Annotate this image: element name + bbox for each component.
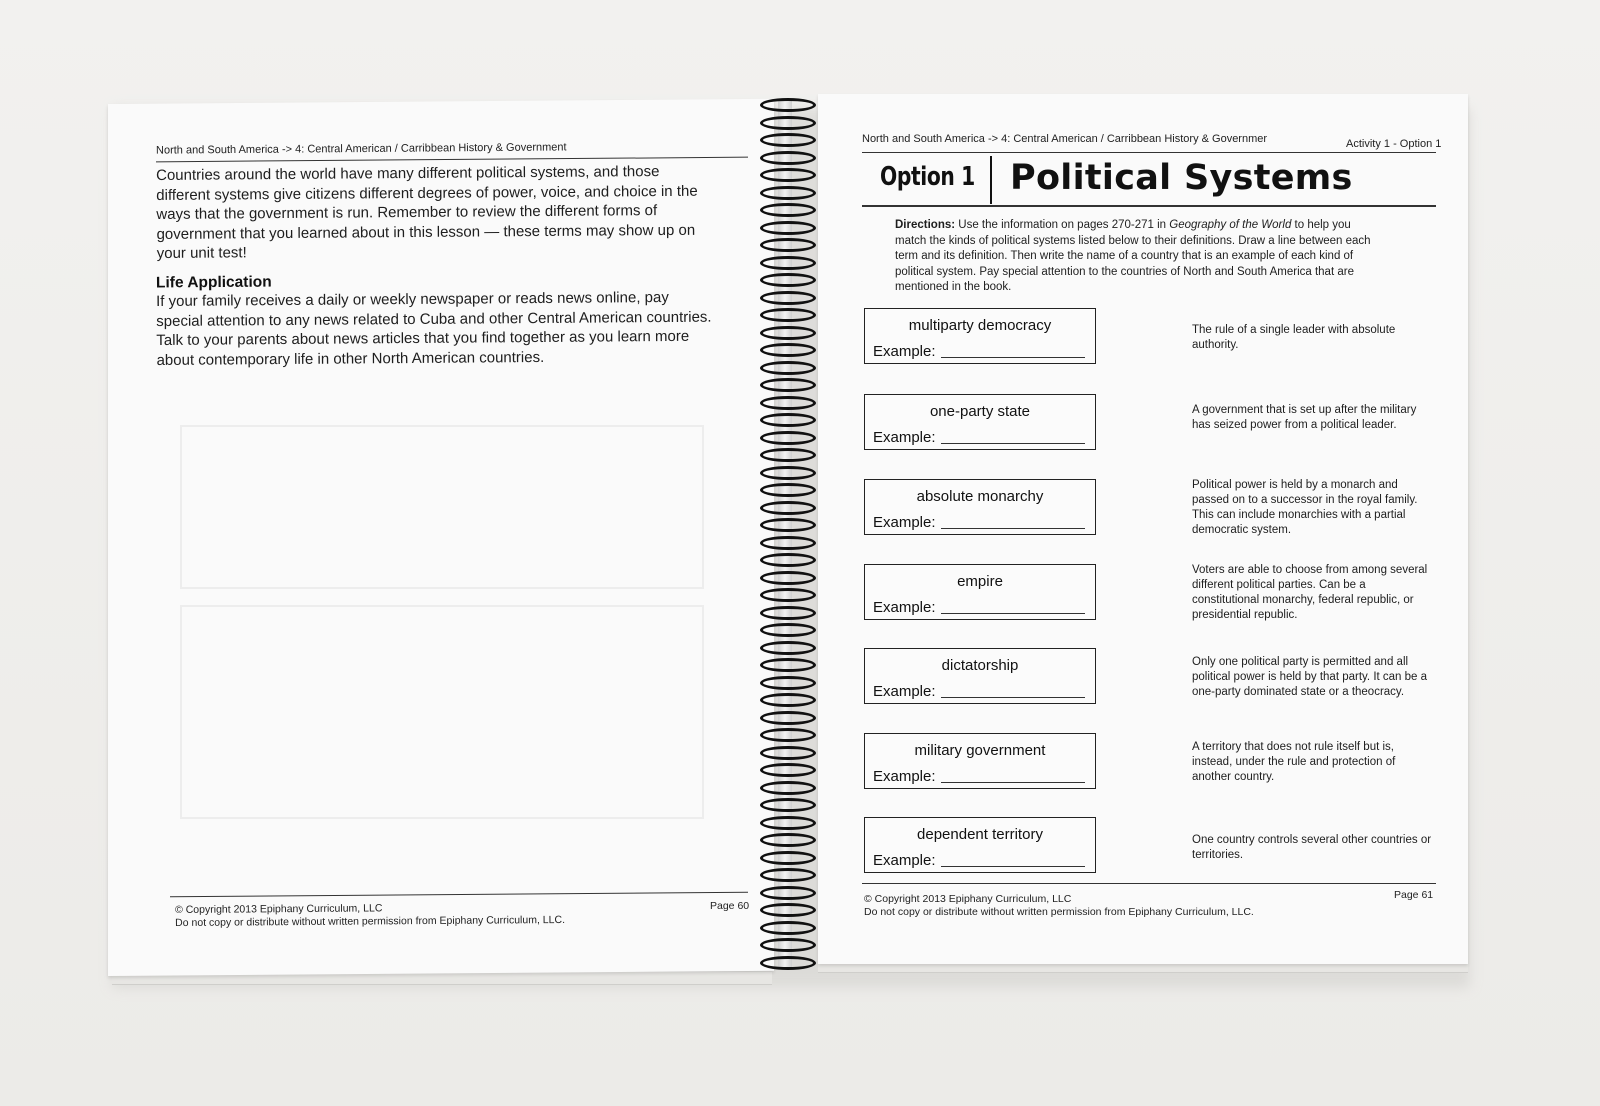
text-line: Countries around the world have many different political systems, and those xyxy=(156,163,660,184)
binding-coil xyxy=(760,186,816,200)
binding-coil xyxy=(760,571,816,585)
right-page-header: North and South America -> 4: Central American / Carribbean History & Governmer xyxy=(862,133,1268,145)
term-box-one-party-state xyxy=(864,394,1096,450)
binding-coil xyxy=(760,886,816,900)
term-label: dependent territory xyxy=(917,826,1043,843)
definition: A government that is set up after the military has seized power from a political leader. xyxy=(1192,404,1417,431)
copyright-text: © Copyright 2013 Epiphany Curriculum, LLC xyxy=(864,893,1072,905)
binding-coil xyxy=(760,221,816,235)
binding-coil xyxy=(760,903,816,917)
bleed-through-box xyxy=(180,425,704,589)
term-label: empire xyxy=(957,573,1003,590)
copyright-text: © Copyright 2013 Epiphany Curriculum, LLC xyxy=(175,902,383,916)
binding-coil xyxy=(760,431,816,445)
binding-coil xyxy=(760,326,816,340)
binding-coil xyxy=(760,588,816,602)
binding-coil xyxy=(760,938,816,952)
binding-coil xyxy=(760,606,816,620)
text-line: ways that the government is run. Remember to review the different forms of xyxy=(156,202,658,223)
binding-coil xyxy=(760,413,816,427)
term-box-absolute-monarchy xyxy=(864,479,1096,535)
binding-coil xyxy=(760,238,816,252)
left-page-header: North and South America -> 4: Central American / Carribbean History & Government xyxy=(155,141,567,157)
left-paragraph-2 xyxy=(156,287,757,370)
binding-coil xyxy=(760,378,816,392)
binding-coil xyxy=(760,763,816,777)
binding-coil xyxy=(760,308,816,322)
term-box-multiparty-democracy xyxy=(864,308,1096,364)
binding-coil xyxy=(760,203,816,217)
binding-coil xyxy=(760,448,816,462)
copyright-notice: Do not copy or distribute without written permission from Epiphany Curriculum, LLC. xyxy=(864,906,1254,918)
definition: Only one political party is permitted and all political power is held by that party. It can be a one-party dominated state or a theocracy. xyxy=(1192,656,1428,698)
example-answer-line[interactable] xyxy=(941,782,1085,783)
binding-coil xyxy=(760,168,816,182)
binding-coil xyxy=(760,361,816,375)
definition: One country controls several other countries or territories. xyxy=(1192,834,1432,861)
directions xyxy=(895,218,1385,296)
example-label: Example: xyxy=(873,514,936,531)
binding-coil xyxy=(760,256,816,270)
example-label: Example: xyxy=(873,599,936,616)
example-answer-line[interactable] xyxy=(941,613,1085,614)
binding-coil xyxy=(760,921,816,935)
definition: Political power is held by a monarch and passed on to a successor in the royal family. This can include monarchies with a partial democratic system. xyxy=(1192,479,1418,536)
text-line: government that you learned about in this lesson — these terms may show up on xyxy=(156,221,696,243)
binding-coil xyxy=(760,116,816,130)
right-page-number: Page 61 xyxy=(1394,889,1434,901)
right-footer-rule xyxy=(862,883,1436,884)
text-line: If your family receives a daily or weekly newspaper or reads news online, pay xyxy=(156,288,669,310)
example-answer-line[interactable] xyxy=(941,866,1085,867)
binding-coil xyxy=(760,816,816,830)
binding-coil xyxy=(760,746,816,760)
example-label: Example: xyxy=(873,683,936,700)
binding-coil xyxy=(760,151,816,165)
binding-coil xyxy=(760,343,816,357)
left-paragraph-1 xyxy=(156,161,757,263)
term-box-empire xyxy=(864,564,1096,620)
spiral-binding xyxy=(760,96,820,976)
binding-coil xyxy=(760,553,816,567)
term-label: dictatorship xyxy=(941,657,1019,674)
book-title: Geography of the World xyxy=(1169,219,1292,231)
text-line: special attention to any news related to Cuba and other Central American countries. xyxy=(156,308,712,330)
binding-coil xyxy=(760,483,816,497)
left-page-number: Page 60 xyxy=(710,900,750,912)
binding-coil xyxy=(760,291,816,305)
right-header-rule xyxy=(862,152,1436,153)
binding-coil xyxy=(760,501,816,515)
example-label: Example: xyxy=(873,343,936,360)
binding-coil xyxy=(760,851,816,865)
binding-coil xyxy=(760,133,816,147)
bleed-through-box xyxy=(180,605,704,819)
binding-coil xyxy=(760,676,816,690)
binding-coil xyxy=(760,273,816,287)
term-box-dependent-territory xyxy=(864,817,1096,873)
binding-coil xyxy=(760,98,816,112)
definition: The rule of a single leader with absolute authority. xyxy=(1192,324,1396,351)
text-line: about contemporary life in other North American countries. xyxy=(156,348,545,369)
binding-coil xyxy=(760,396,816,410)
life-application-heading: Life Application xyxy=(155,273,272,292)
example-label: Example: xyxy=(873,768,936,785)
binding-coil xyxy=(760,728,816,742)
term-box-military-government xyxy=(864,733,1096,789)
term-label: multiparty democracy xyxy=(908,317,1052,334)
example-answer-line[interactable] xyxy=(941,528,1085,529)
directions-label: Directions: xyxy=(895,219,956,231)
binding-coil xyxy=(760,466,816,480)
example-label: Example: xyxy=(873,429,936,446)
term-box-dictatorship xyxy=(864,648,1096,704)
binding-coil xyxy=(760,693,816,707)
term-label: one-party state xyxy=(929,403,1031,420)
binding-coil xyxy=(760,536,816,550)
right-footer xyxy=(864,893,1254,919)
definition: Voters are able to choose from among several different political parties. Can be a constitutional monarchy, federal republic, or presidential republic. xyxy=(1192,564,1428,621)
title-rule xyxy=(862,205,1436,207)
binding-coil xyxy=(760,711,816,725)
left-footer xyxy=(175,901,565,930)
example-answer-line[interactable] xyxy=(941,357,1085,358)
binding-coil xyxy=(760,833,816,847)
directions-text: to help you match the kinds of political systems listed below to their definitions. Draw a line between each term and its definition. Then write the name of a country that is an example of each kind of political system. Pay special attention to the countries of North and South America that are mentioned in the book. xyxy=(895,219,1371,293)
example-label: Example: xyxy=(873,852,936,869)
binding-coil xyxy=(760,641,816,655)
term-label: military government xyxy=(914,742,1046,759)
text-line: Talk to your parents about news articles that you find together as you learn more xyxy=(156,327,690,349)
text-line: your unit test! xyxy=(156,244,247,262)
example-answer-line[interactable] xyxy=(941,443,1085,444)
binding-coil xyxy=(760,658,816,672)
binding-coil xyxy=(760,518,816,532)
copyright-notice: Do not copy or distribute without written permission from Epiphany Curriculum, LLC. xyxy=(175,913,566,929)
binding-coil xyxy=(760,623,816,637)
binding-coil xyxy=(760,956,816,970)
binding-coil xyxy=(760,781,816,795)
binding-coil xyxy=(760,798,816,812)
example-answer-line[interactable] xyxy=(941,697,1085,698)
definition: A territory that does not rule itself but is, instead, under the rule and protection of another country. xyxy=(1192,741,1396,783)
text-line: different systems give citizens different degrees of power, voice, and choice in the xyxy=(156,182,698,204)
activity-label: Activity 1 - Option 1 xyxy=(1346,138,1442,150)
page-title: Political Systems xyxy=(1010,158,1353,198)
directions-text: Use the information on pages 270-271 in xyxy=(955,219,1170,231)
title-divider xyxy=(990,156,992,204)
binding-coil xyxy=(760,868,816,882)
term-label: absolute monarchy xyxy=(916,488,1044,505)
option-label: Option 1 xyxy=(880,162,975,192)
